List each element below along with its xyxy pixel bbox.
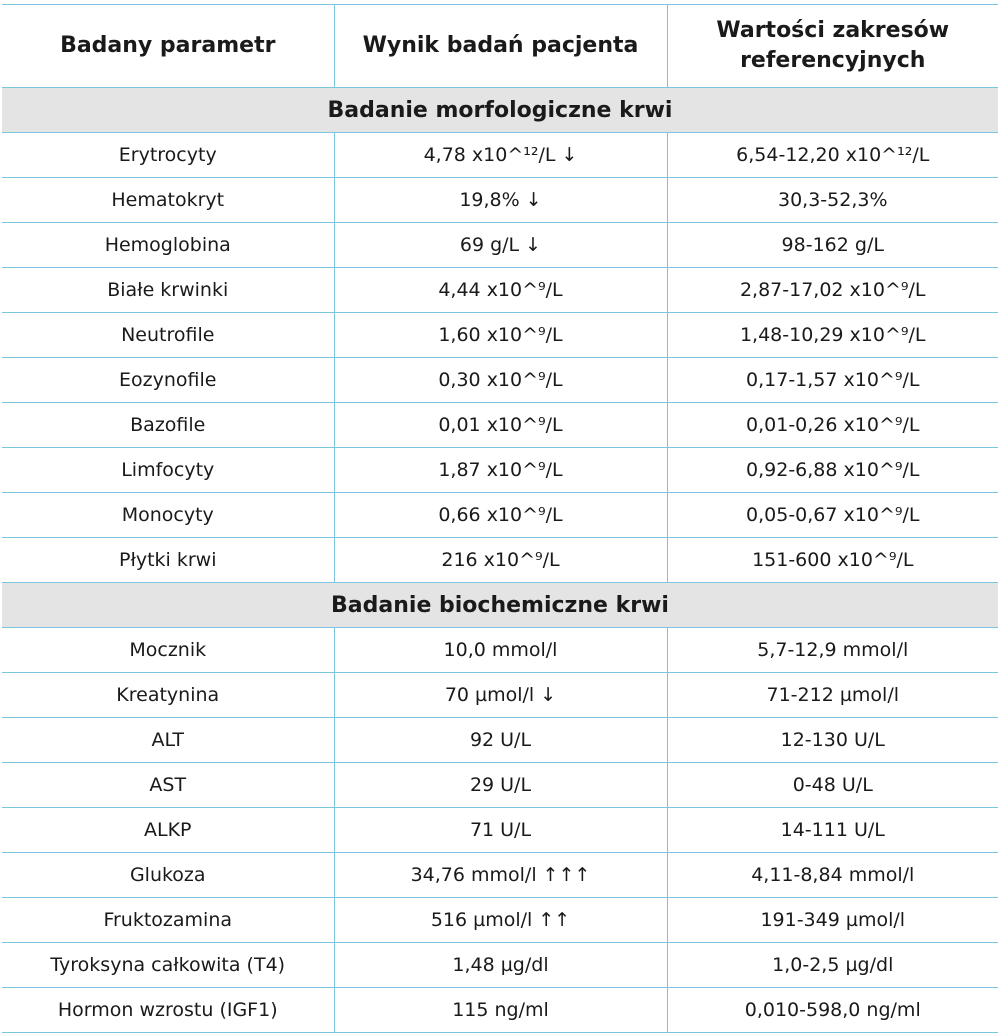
- table-row: [2, 943, 998, 988]
- table-row: [2, 763, 998, 808]
- table-row: [2, 673, 998, 718]
- result-cell: 69 g/L ↓: [334, 223, 667, 268]
- result-cell: 71 U/L: [334, 808, 667, 853]
- result-cell: 4,44 x10^⁹/L: [334, 268, 667, 313]
- table-row: [2, 178, 998, 223]
- parameter-cell: Hormon wzrostu (IGF1): [57, 999, 278, 1021]
- table-row: [2, 403, 998, 448]
- parameter-cell: ALKP: [2, 808, 334, 853]
- header-row: [2, 5, 998, 88]
- reference-cell: 1,48-10,29 x10^⁹/L: [667, 313, 998, 358]
- parameter-cell: ALT: [2, 718, 334, 763]
- table-row: [2, 628, 998, 673]
- parameter-cell: Bazofile: [2, 403, 334, 448]
- result-cell: 1,48 µg/dl: [334, 943, 667, 988]
- result-cell: 216 x10^⁹/L: [334, 538, 667, 583]
- reference-cell: 14-111 U/L: [667, 808, 998, 853]
- table-row: [2, 313, 998, 358]
- parameter-cell: Neutrofile: [2, 313, 334, 358]
- reference-cell: 0,17-1,57 x10^⁹/L: [667, 358, 998, 403]
- parameter-cell: Eozynofile: [2, 358, 334, 403]
- parameter-cell: Kreatynina: [2, 673, 334, 718]
- result-cell: 29 U/L: [334, 763, 667, 808]
- table-body: [2, 88, 998, 1033]
- table-row: [2, 223, 998, 268]
- result-cell: 1,87 x10^⁹/L: [334, 448, 667, 493]
- table-row: [2, 808, 998, 853]
- result-cell: 34,76 mmol/l ↑↑↑: [334, 853, 667, 898]
- table-row: [2, 133, 998, 178]
- table-row: [2, 718, 998, 763]
- reference-cell: 4,11-8,84 mmol/l: [667, 853, 998, 898]
- parameter-cell: Tyroksyna całkowita (T4): [2, 943, 334, 988]
- table-row: [2, 268, 998, 313]
- parameter-cell: Fruktozamina: [2, 898, 334, 943]
- table-row: [2, 853, 998, 898]
- section-row: [2, 88, 998, 133]
- reference-cell: 1,0-2,5 µg/dl: [667, 943, 998, 988]
- table-row: [2, 988, 998, 1033]
- result-cell: 115 ng/ml: [334, 988, 667, 1033]
- result-cell: 516 µmol/l ↑↑: [334, 898, 667, 943]
- result-cell: 1,60 x10^⁹/L: [334, 313, 667, 358]
- reference-cell: 2,87-17,02 x10^⁹/L: [667, 268, 998, 313]
- reference-cell: 6,54-12,20 x10^¹²/L: [667, 133, 998, 178]
- reference-cell: 71-212 µmol/l: [667, 673, 998, 718]
- result-cell: 10,0 mmol/l: [334, 628, 667, 673]
- result-cell: 0,66 x10^⁹/L: [334, 493, 667, 538]
- header-patient-result: Wynik badań pacjenta: [334, 5, 667, 88]
- result-cell: 70 µmol/l ↓: [334, 673, 667, 718]
- reference-cell: 12-130 U/L: [667, 718, 998, 763]
- parameter-cell: AST: [2, 763, 334, 808]
- section-row: [2, 583, 998, 628]
- table-row: [2, 358, 998, 403]
- section-title: Badanie biochemiczne krwi: [2, 583, 998, 628]
- table-header: [2, 5, 998, 88]
- result-cell: 0,01 x10^⁹/L: [334, 403, 667, 448]
- result-cell: 0,30 x10^⁹/L: [334, 358, 667, 403]
- reference-cell: 0,01-0,26 x10^⁹/L: [667, 403, 998, 448]
- table-row: [2, 898, 998, 943]
- reference-cell: 191-349 µmol/l: [667, 898, 998, 943]
- result-cell: 4,78 x10^¹²/L ↓: [334, 133, 667, 178]
- reference-cell: 98-162 g/L: [667, 223, 998, 268]
- table-row: [2, 493, 998, 538]
- lab-results-table: [2, 4, 998, 1033]
- reference-cell: 30,3-52,3%: [667, 178, 998, 223]
- reference-cell: 0,010-598,0 ng/ml: [667, 988, 998, 1033]
- table-row: [2, 448, 998, 493]
- parameter-cell: Monocyty: [2, 493, 334, 538]
- parameter-cell: Białe krwinki: [2, 268, 334, 313]
- result-cell: 92 U/L: [334, 718, 667, 763]
- parameter-cell: Płytki krwi: [2, 538, 334, 583]
- header-parameter: Badany parametr: [2, 5, 334, 88]
- parameter-cell: Mocznik: [2, 628, 334, 673]
- parameter-cell: Glukoza: [2, 853, 334, 898]
- reference-cell: 0-48 U/L: [667, 763, 998, 808]
- reference-cell: 0,05-0,67 x10^⁹/L: [667, 493, 998, 538]
- reference-cell: 151-600 x10^⁹/L: [667, 538, 998, 583]
- parameter-cell: Hematokryt: [2, 178, 334, 223]
- parameter-cell: Erytrocyty: [2, 133, 334, 178]
- reference-cell: 5,7-12,9 mmol/l: [667, 628, 998, 673]
- result-cell: 19,8% ↓: [334, 178, 667, 223]
- header-reference-range: Wartości zakresów referencyjnych: [667, 5, 998, 88]
- section-title: Badanie morfologiczne krwi: [2, 88, 998, 133]
- table-row: [2, 538, 998, 583]
- parameter-cell: Hemoglobina: [2, 223, 334, 268]
- reference-cell: 0,92-6,88 x10^⁹/L: [667, 448, 998, 493]
- parameter-cell: Limfocyty: [2, 448, 334, 493]
